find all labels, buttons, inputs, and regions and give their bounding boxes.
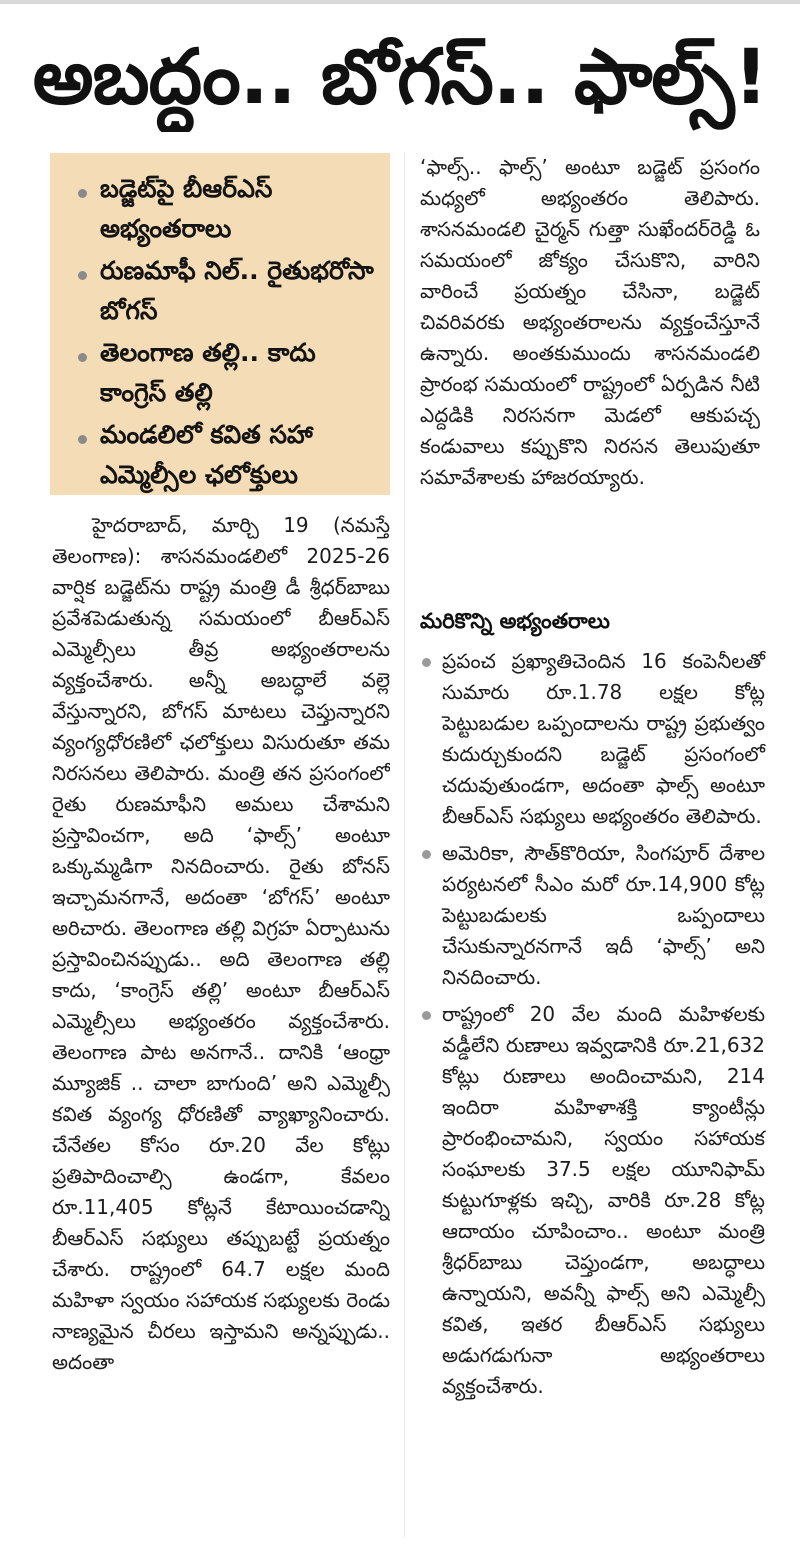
objection-text: రాష్ట్రంలో 20 వేల మంది మహిళలకు వడ్డీలేని రుణాలు ఇవ్వడానికి రూ.21,632 కోట్లు రుణాలు అందించామని, 214 ఇందిరా మహిళాశక్తి క్యాంటీన్లు ప్రారంభించామని, స్వయం సహాయక సంఘాలకు 37.5 లక్షల యూనిఫామ్ కుట్టుగూళ్లకు ఇచ్చి, వారికి రూ.28 కోట్ల ఆదాయం చూపించాం.. అంటూ మంత్రి శ్రీధర్‌బాబు చెప్తుండగా, అబద్ధాలు ఉన్నాయని, అవన్నీ ఫాల్స్ అని ఎమ్మెల్సీ కవిత, ఇతర బీఆర్‌ఎస్ సభ్యులు అడుగడుగునా అభ్యంతరాలు వ్యక్తంచేశారు. [442, 1002, 765, 1398]
objection-item [420, 838, 765, 993]
highlight-text: మండలిలో కవిత సహా ఎమ్మెల్సీల ఛలోక్తులు [100, 420, 313, 489]
objection-item [420, 646, 765, 832]
bullet-icon [422, 658, 431, 667]
top-rule [0, 0, 800, 4]
objections-list [420, 646, 765, 1408]
bullet-icon [78, 189, 87, 198]
bullet-icon [422, 1011, 431, 1020]
highlight-text: బడ్జెట్‌పై బీఆర్‌ఎస్ అభ్యంతరాలు [100, 174, 273, 243]
section-subheading: మరికొన్ని అభ్యంతరాలు [420, 609, 610, 633]
highlight-item [78, 251, 376, 331]
highlight-text: తెలంగాణ తల్లి.. కాదు కాంగ్రెస్ తల్లి [100, 338, 316, 407]
highlight-text: రుణమాఫీ నిల్.. రైతుభరోసా బోగస్ [100, 256, 374, 325]
highlight-item [78, 169, 376, 249]
headline: అబద్ధం.. బోగస్.. ఫాల్స్! [32, 32, 768, 121]
bullet-icon [78, 271, 87, 280]
bullet-icon [78, 353, 87, 362]
objection-text: అమెరికా, సౌత్‌కొరియా, సింగపూర్ దేశాల పర్యటనలో సీఎం మరో రూ.14,900 కోట్ల పెట్టుబడులకు ఒప్పందాలు చేసుకున్నారనగానే ఇదీ ‘ఫాల్స్’ అని నినదించారు. [442, 841, 765, 989]
objection-item [420, 999, 765, 1402]
highlights-box [50, 153, 390, 495]
highlights-list [78, 169, 376, 495]
objection-text: ప్రపంచ ప్రఖ్యాతిచెందిన 16 కంపెనీలతో సుమారు రూ.1.78 లక్షల కోట్ల పెట్టుబడుల ఒప్పందాలను రాష్ట్ర ప్రభుత్వం కుదుర్చుకుందని బడ్జెట్ ప్రసంగంలో చదువుతుండగా, అదంతా ఫాల్స్ అంటూ బీఆర్‌ఎస్ సభ్యులు అభ్యంతరం తెలిపారు. [442, 649, 765, 828]
highlight-item [78, 415, 376, 495]
bullet-icon [78, 435, 87, 444]
column-divider [404, 152, 405, 1537]
highlight-item [78, 333, 376, 413]
article-body-right: ‘ఫాల్స్.. ఫాల్స్’ అంటూ బడ్జెట్ ప్రసంగం మధ్యలో అభ్యంతరం తెలిపారు. శాసనమండలి చైర్మన్ గుత్తా సుఖేందర్‌రెడ్డి ఓ సమయంలో జోక్యం చేసుకొని, వారిని వారించే ప్రయత్నం చేసినా, బడ్జెట్ చివరివరకు అభ్యంతరాలను వ్యక్తంచేస్తూనే ఉన్నారు. అంతకుముందు శాసనమండలి ప్రారంభ సమయంలో రాష్ట్రంలో ఏర్పడిన నీటి ఎద్దడికి నిరసనగా మెడలో ఆకుపచ్చ కండువాలు కప్పుకొని నిరసన తెలుపుతూ సమావేశాలకు హాజరయ్యారు. [420, 155, 760, 489]
bullet-icon [422, 850, 431, 859]
article-body-left: హైదరాబాద్, మార్చి 19 (నమస్తే తెలంగాణ): శాసనమండలిలో 2025-26 వార్షిక బడ్జెట్‌ను రాష్ట్ర మంత్రి డీ శ్రీధర్‌బాబు ప్రవేశపెడుతున్న సమయంలో బీఆర్‌ఎస్ ఎమ్మెల్సీలు తీవ్ర అభ్యంతరాలను వ్యక్తంచేశారు. అన్నీ అబద్ధాలే వల్లె వేస్తున్నారని, బోగస్ మాటలు చెప్తున్నారని వ్యంగ్యధోరణిలో ఛలోక్తులు విసురుతూ తమ నిరసనలు తెలిపారు. మంత్రి తన ప్రసంగంలో రైతు రుణమాఫీని అమలు చేశామని ప్రస్తావించగా, అది ‘ఫాల్స్’ అంటూ ఒక్కుమ్మడిగా నినదించారు. రైతు బోనస్ ఇచ్చామనగానే, అదంతా ‘బోగస్’ అంటూ అరిచారు. తెలంగాణ తల్లి విగ్రహ ఏర్పాటును ప్రస్తావించినప్పుడు.. అది తెలంగాణ తల్లి కాదు, ‘కాంగ్రెస్ తల్లి’ అంటూ బీఆర్‌ఎస్ ఎమ్మెల్సీలు అభ్యంతరం వ్యక్తంచేశారు. తెలంగాణ పాట అనగానే.. దానికి ‘ఆంధ్రా మ్యూజిక్ .. చాలా బాగుంది’ అని ఎమ్మెల్సీ కవిత వ్యంగ్య ధోరణితో వ్యాఖ్యానించారు. చేనేతల కోసం రూ.20 వేల కోట్లు ప్రతిపాదించాల్సి ఉండగా, కేవలం రూ.11,405 కోట్లనే కేటాయించడాన్ని బీఆర్‌ఎస్ సభ్యులు తప్పుబట్టే ప్రయత్నం చేశారు. రాష్ట్రంలో 64.7 లక్షల మంది మహిళా స్వయం సహాయక సభ్యులకు రెండు నాణ్యమైన చీరలు ఇస్తామని అన్నప్పుడు.. అదంతా [52, 513, 390, 1374]
